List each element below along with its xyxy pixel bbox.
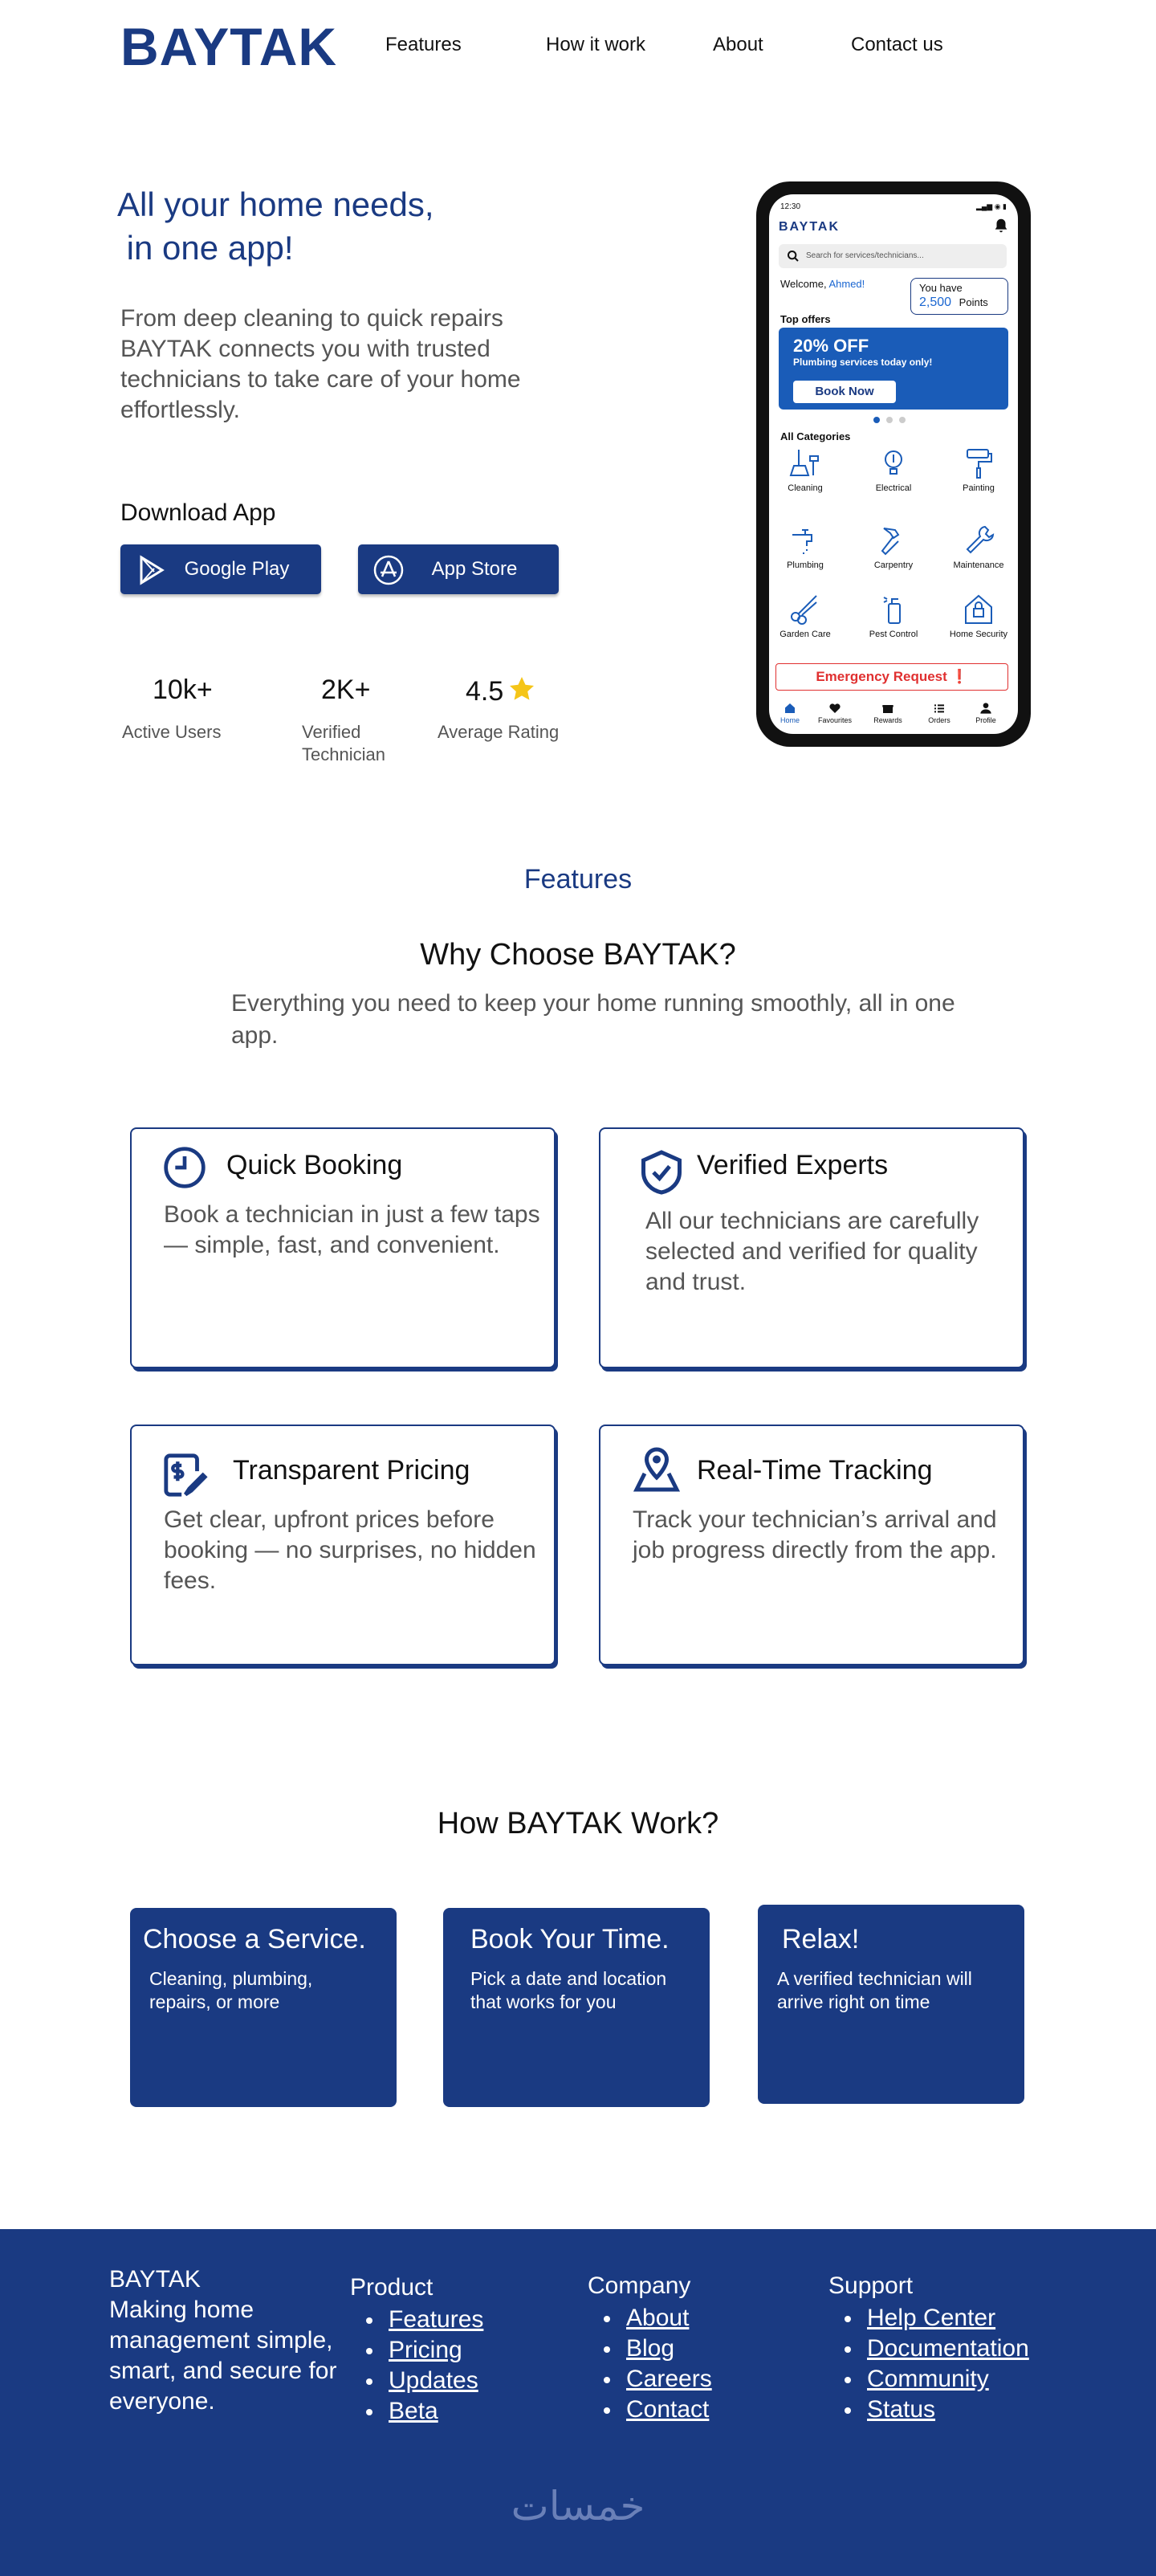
top-offers-heading: Top offers	[780, 313, 831, 325]
phone-search-input[interactable]	[779, 244, 1007, 268]
footer-link-blog[interactable]: Blog	[626, 2335, 675, 2362]
wrench-icon	[961, 522, 996, 557]
features-title: Why Choose BAYTAK?	[420, 938, 736, 972]
tab-home[interactable]	[769, 702, 814, 724]
feature-description: Get clear, upfront prices before booking — no surprises, no hidden fees.	[164, 1506, 536, 1594]
category-label: Carpentry	[873, 560, 914, 570]
google-play-label: Google Play	[184, 558, 290, 580]
bulb-icon	[876, 445, 911, 480]
stat-active-users	[153, 675, 213, 706]
feature-card-real-time-tracking	[599, 1425, 1024, 1665]
stat-label: Verified Technician	[302, 722, 385, 764]
stat-rating	[466, 675, 536, 707]
points-label: You have	[919, 282, 963, 294]
stat-label: Average Rating	[438, 722, 560, 742]
category-label: Painting	[963, 483, 995, 493]
welcome-text	[780, 278, 865, 290]
offer-title: 20% OFF	[793, 336, 869, 356]
feature-title: Verified Experts	[697, 1150, 889, 1180]
tab-profile[interactable]	[962, 702, 1010, 724]
category-electrical[interactable]	[857, 445, 930, 493]
search-placeholder: Search for services/technicians...	[806, 251, 924, 260]
step-card-book	[443, 1908, 710, 2107]
features-label: Features	[523, 864, 633, 895]
category-maintenance[interactable]	[942, 522, 1015, 570]
feature-description: Book a technician in just a few taps — simple, fast, and convenient.	[164, 1201, 540, 1258]
category-carpentry[interactable]	[857, 522, 930, 570]
hero-description: From deep cleaning to quick repairs BAYTAK connects you with trusted technicians to take care of your home effortlessly.	[120, 305, 521, 423]
app-store-button[interactable]	[358, 544, 559, 594]
emergency-request-button[interactable]: Emergency Request ❗	[775, 663, 1008, 691]
tab-label: Orders	[928, 716, 950, 724]
step-description: Cleaning, plumbing, repairs, or more	[149, 1968, 313, 2012]
category-label: Home Security	[949, 630, 1008, 639]
site-logo[interactable]: BAYTAK	[120, 17, 338, 76]
stat-value: 10k+	[153, 675, 213, 705]
status-icons: ▂▄▆ ◉ ▮	[975, 202, 1007, 210]
category-cleaning[interactable]	[769, 445, 841, 493]
footer-link-pricing[interactable]: Pricing	[389, 2337, 462, 2363]
stat-technicians-label-wrap	[302, 721, 406, 766]
home-icon	[784, 702, 796, 715]
bell-icon[interactable]	[992, 217, 1010, 234]
step-title: Book Your Time.	[470, 1924, 670, 1954]
category-label: Plumbing	[787, 560, 824, 570]
category-pest-control[interactable]	[857, 591, 930, 639]
feature-description: All our technicians are carefully selected and verified for quality and trust.	[645, 1208, 979, 1295]
offer-subtitle: Plumbing services today only!	[793, 357, 933, 368]
welcome-label: Welcome,	[780, 278, 827, 290]
step-description: A verified technician will arrive right on time	[777, 1968, 972, 2012]
nav-link-about[interactable]: About	[713, 34, 763, 55]
tab-orders[interactable]	[915, 702, 963, 724]
offer-banner[interactable]	[779, 328, 1008, 410]
carousel-dots[interactable]	[873, 416, 912, 426]
footer-logo: BAYTAK	[109, 2266, 201, 2293]
feature-description: Track your technician’s arrival and job progress directly from the app.	[633, 1506, 997, 1563]
category-label: Pest Control	[869, 630, 918, 639]
list-icon	[933, 702, 946, 715]
footer-col-title: Support	[828, 2272, 914, 2299]
paint-roller-icon	[961, 445, 996, 480]
how-title: How BAYTAK Work?	[437, 1807, 719, 1840]
footer-col-title: Company	[588, 2272, 691, 2299]
footer-link-contact[interactable]: Contact	[626, 2396, 710, 2423]
category-home-security[interactable]	[942, 591, 1015, 639]
stat-label: Active Users	[122, 722, 222, 742]
footer-brand	[109, 2264, 342, 2417]
shield-check-icon	[637, 1148, 686, 1196]
footer-col-support	[828, 2272, 1029, 2425]
broom-icon	[788, 445, 823, 480]
pricing-icon	[162, 1452, 209, 1498]
step-title: Choose a Service.	[143, 1924, 366, 1954]
features-subtitle: Everything you need to keep your home running smoothly, all in one app.	[231, 990, 955, 1049]
category-plumbing[interactable]	[769, 522, 841, 570]
footer-link-beta[interactable]: Beta	[389, 2398, 438, 2424]
footer-link-documentation[interactable]: Documentation	[867, 2335, 1029, 2362]
points-unit: Points	[959, 296, 988, 308]
footer-link-updates[interactable]: Updates	[389, 2367, 478, 2394]
app-store-label: App Store	[431, 558, 518, 580]
category-garden-care[interactable]	[769, 591, 841, 639]
category-label: Electrical	[875, 483, 912, 493]
category-label: Maintenance	[953, 560, 1004, 570]
home-lock-icon	[961, 591, 996, 626]
all-categories-heading: All Categories	[780, 430, 851, 442]
shears-icon	[788, 591, 823, 626]
footer-col-product	[350, 2274, 483, 2427]
download-title: Download App	[120, 499, 276, 526]
points-box	[910, 278, 1008, 315]
footer-link-status[interactable]: Status	[867, 2396, 936, 2423]
tab-label: Favourites	[817, 716, 853, 724]
book-now-button[interactable]: Book Now	[793, 381, 896, 403]
step-description: Pick a date and location that works for you	[470, 1968, 667, 2012]
feature-card-transparent-pricing	[130, 1425, 556, 1665]
points-value: 2,500	[919, 296, 952, 309]
hero-title: All your home needs, in one app!	[117, 185, 434, 267]
nav-link-contact[interactable]: Contact us	[851, 34, 943, 55]
step-title: Relax!	[782, 1924, 860, 1954]
stat-rating-label-wrap	[438, 721, 559, 744]
phone-screen	[769, 194, 1018, 734]
hammer-icon	[876, 522, 911, 557]
watermark: خمسات	[511, 2483, 645, 2529]
stat-active-users-label-wrap	[122, 721, 221, 744]
footer-link-careers[interactable]: Careers	[626, 2366, 712, 2392]
heart-icon	[828, 702, 841, 715]
map-pin-icon	[633, 1445, 681, 1494]
step-card-relax	[758, 1905, 1024, 2104]
feature-card-quick-booking	[130, 1127, 556, 1368]
footer-link-about[interactable]: About	[626, 2305, 690, 2331]
footer-link-help-center[interactable]: Help Center	[867, 2305, 996, 2331]
category-label: Cleaning	[788, 483, 823, 493]
stat-value: 2K+	[321, 675, 371, 705]
tab-rewards[interactable]	[864, 702, 912, 724]
user-name: Ahmed!	[828, 278, 865, 290]
user-icon	[979, 702, 992, 715]
category-painting[interactable]	[942, 445, 1015, 493]
app-store-icon	[372, 554, 405, 586]
stat-technicians	[321, 675, 370, 706]
tab-label: Rewards	[873, 716, 902, 724]
tab-label: Home	[779, 716, 800, 724]
site-footer	[0, 2229, 1156, 2576]
search-icon	[787, 250, 800, 263]
clock-icon	[162, 1145, 207, 1190]
tab-label: Profile	[975, 716, 996, 724]
feature-title: Quick Booking	[226, 1150, 403, 1180]
faucet-icon	[788, 522, 823, 557]
tab-favourites[interactable]	[811, 702, 859, 724]
spray-icon	[876, 591, 911, 626]
phone-logo: BAYTAK	[779, 220, 841, 234]
play-store-icon	[135, 554, 167, 586]
step-card-choose	[130, 1908, 397, 2107]
phone-mockup	[756, 181, 1031, 747]
gift-icon	[881, 702, 894, 715]
phone-time: 12:30	[780, 202, 801, 211]
feature-title: Real-Time Tracking	[697, 1455, 933, 1486]
google-play-button[interactable]	[120, 544, 321, 594]
footer-col-title: Product	[350, 2274, 434, 2301]
nav-link-how-it-works[interactable]: How it work	[546, 34, 646, 55]
footer-col-company	[588, 2272, 712, 2425]
stat-value: 4.5	[466, 676, 504, 707]
footer-link-features[interactable]: Features	[389, 2306, 484, 2333]
feature-title: Transparent Pricing	[233, 1455, 470, 1486]
category-label: Garden Care	[779, 630, 831, 639]
star-icon	[507, 675, 536, 703]
footer-tagline: Making home management simple, smart, and secure for everyone.	[109, 2297, 337, 2415]
nav-link-features[interactable]: Features	[385, 34, 462, 55]
footer-link-community[interactable]: Community	[867, 2366, 989, 2392]
feature-card-verified-experts	[599, 1127, 1024, 1368]
